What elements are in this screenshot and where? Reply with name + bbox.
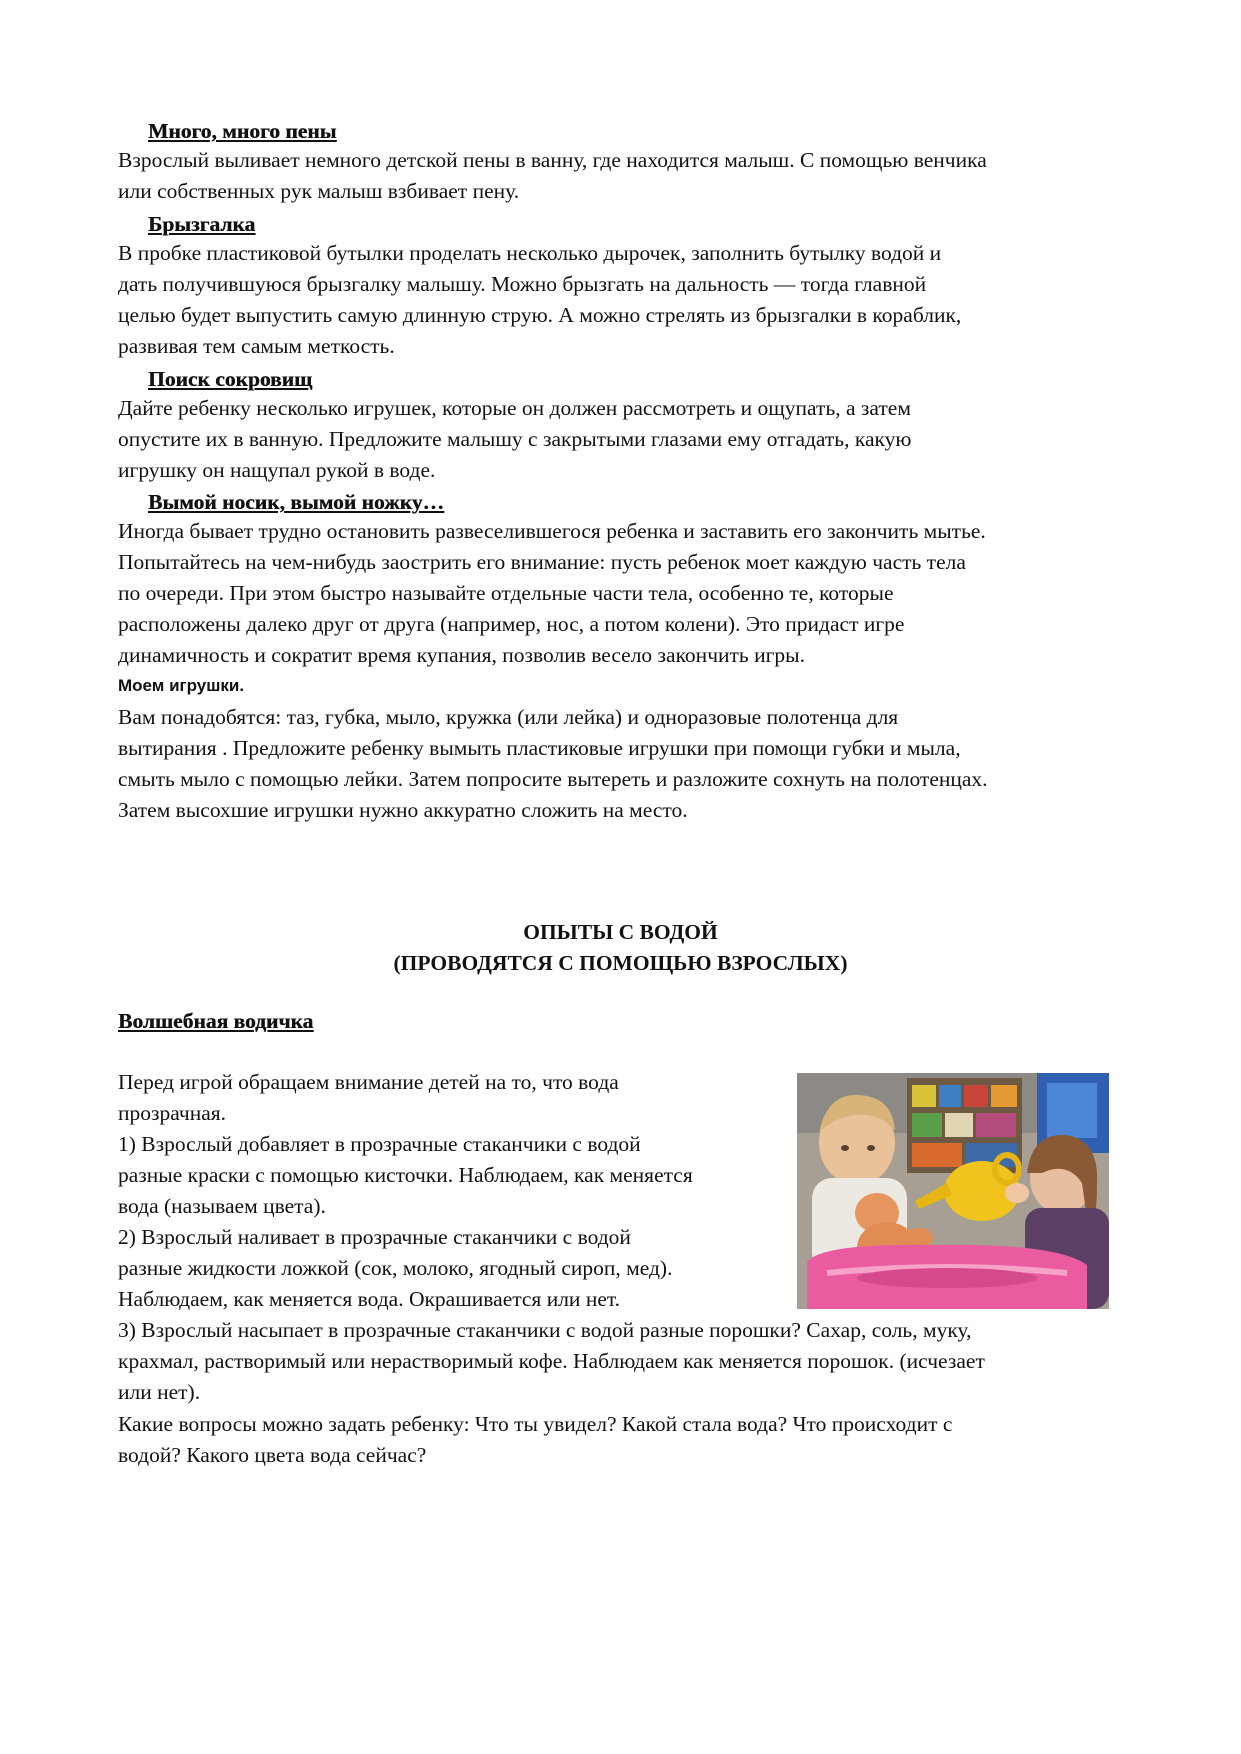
text-line: Какие вопросы можно задать ребенку: Что ты увидел? Какой стала вода? Что происходит с: [118, 1412, 953, 1436]
text-line: разные жидкости ложкой (сок, молоко, ягодный сироп, мед).: [118, 1256, 673, 1280]
heading-treasure-hunt: Поиск сокровищ: [148, 367, 313, 391]
photo-children-water-play: [797, 1073, 1109, 1309]
text-line: расположены далеко друг от друга (например, нос, а потом колени). Это придаст игре: [118, 612, 905, 636]
text-line: по очереди. При этом быстро называйте отдельные части тела, особенно те, которые: [118, 581, 894, 605]
heading-wash-nose: Вымой носик, вымой ножку…: [148, 490, 445, 514]
text-line: Иногда бывает трудно остановить развеселившегося ребенка и заставить его закончить мытье.: [118, 519, 986, 543]
text-line: Наблюдаем, как меняется вода. Окрашивается или нет.: [118, 1287, 621, 1311]
section-subtitle: (ПРОВОДЯТСЯ С ПОМОЩЬЮ ВЗРОСЛЫХ): [393, 951, 848, 975]
text-line: водой? Какого цвета вода сейчас?: [118, 1443, 427, 1467]
text-line: Вам понадобятся: таз, губка, мыло, кружка (или лейка) и одноразовые полотенца для: [118, 705, 899, 729]
text-line: целью будет выпустить самую длинную струю. А можно стрелять из брызгалки в кораблик,: [118, 303, 962, 327]
text-line: 2) Взрослый наливает в прозрачные стаканчики с водой: [118, 1225, 631, 1249]
text-line: вода (называем цвета).: [118, 1194, 326, 1218]
section-title: ОПЫТЫ С ВОДОЙ: [523, 920, 718, 944]
text-line: или нет).: [118, 1380, 201, 1404]
text-line: Попытайтесь на чем-нибудь заострить его внимание: пусть ребенок моет каждую часть тела: [118, 550, 966, 574]
text-line: 1) Взрослый добавляет в прозрачные стаканчики с водой: [118, 1132, 641, 1156]
text-line: опустите их в ванную. Предложите малышу с закрытыми глазами ему отгадать, какую: [118, 427, 912, 451]
text-line: игрушку он нащупал рукой в воде.: [118, 458, 436, 482]
text-line: Перед игрой обращаем внимание детей на то, что вода: [118, 1070, 619, 1094]
text-line: В пробке пластиковой бутылки проделать несколько дырочек, заполнить бутылку водой и: [118, 241, 942, 265]
heading-foam: Много, много пены: [148, 119, 337, 143]
text-line: смыть мыло с помощью лейки. Затем попросите вытереть и разложите сохнуть на полотенцах.: [118, 767, 988, 791]
text-line: крахмал, растворимый или нерастворимый кофе. Наблюдаем как меняется порошок. (исчезает: [118, 1349, 985, 1373]
text-line: или собственных рук малыш взбивает пену.: [118, 179, 520, 203]
text-line: развивая тем самым меткость.: [118, 334, 395, 358]
text-line: вытирания . Предложите ребенку вымыть пластиковые игрушки при помощи губки и мыла,: [118, 736, 961, 760]
heading-wash-toys: Моем игрушки.: [118, 676, 245, 695]
text-line: Затем высохшие игрушки нужно аккуратно сложить на место.: [118, 798, 688, 822]
text-line: прозрачная.: [118, 1101, 227, 1125]
text-line: дать получившуюся брызгалку малышу. Можно брызгать на дальность — тогда главной: [118, 272, 927, 296]
text-line: 3) Взрослый насыпает в прозрачные стаканчики с водой разные порошки? Сахар, соль, муку,: [118, 1318, 972, 1342]
text-line: Дайте ребенку несколько игрушек, которые он должен рассмотреть и ощупать, а затем: [118, 396, 911, 420]
text-line: Взрослый выливает немного детской пены в ванну, где находится малыш. С помощью венчика: [118, 148, 987, 172]
heading-squirter: Брызгалка: [148, 212, 256, 236]
heading-magic-water: Волшебная водичка: [118, 1009, 314, 1033]
text-line: разные краски с помощью кисточки. Наблюдаем, как меняется: [118, 1163, 693, 1187]
text-line: динамичность и сократит время купания, позволив весело закончить игры.: [118, 643, 805, 667]
